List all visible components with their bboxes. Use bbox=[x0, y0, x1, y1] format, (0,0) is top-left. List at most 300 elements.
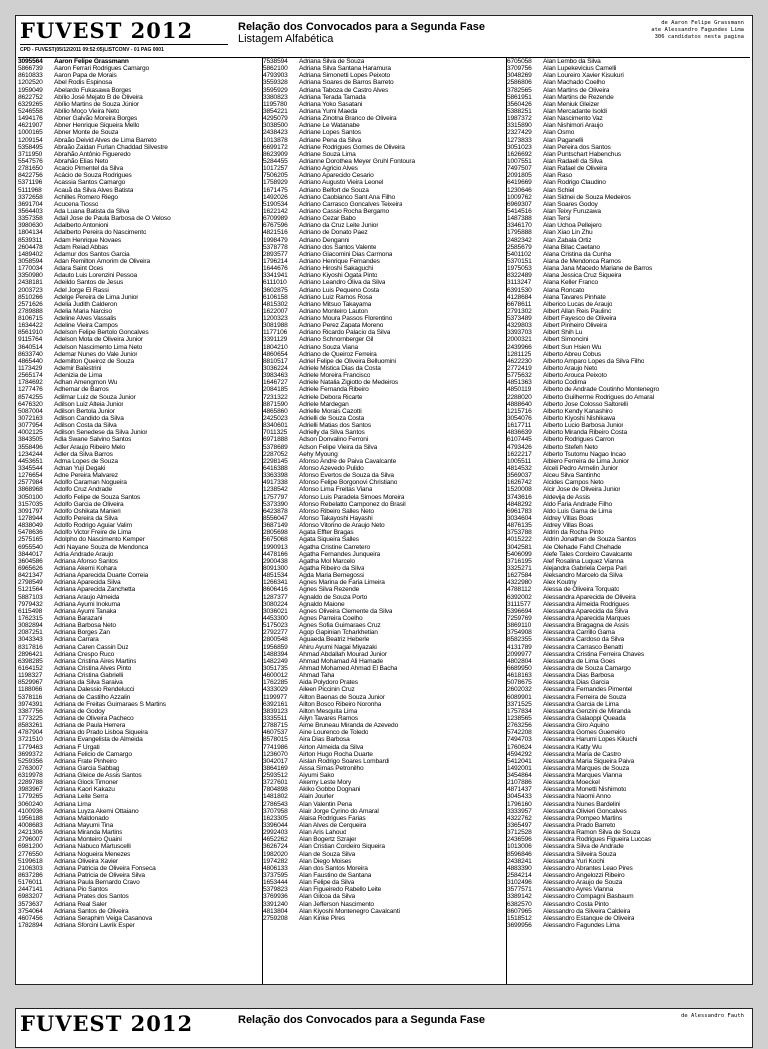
candidate-name: Alberto Abreu Cobus bbox=[543, 350, 601, 358]
candidate-code: 4607456 bbox=[18, 914, 43, 922]
candidate-code: 1266341 bbox=[263, 579, 288, 587]
candidate-name: Adenizia de Lima bbox=[54, 372, 103, 380]
page-title-next: Relação dos Convocados para a Segunda Fase bbox=[238, 1014, 485, 1026]
candidate-code: 1518512 bbox=[507, 914, 532, 922]
candidate-code: 6391530 bbox=[507, 286, 532, 294]
candidate-name: Alan Kiyoshi Montenegro Cavalcanti bbox=[299, 907, 400, 915]
candidate-name: Alan Felipe da Silva bbox=[299, 879, 355, 887]
candidate-code: 8539311 bbox=[18, 236, 43, 244]
list-item bbox=[263, 344, 507, 351]
list-item bbox=[507, 843, 751, 850]
list-item bbox=[18, 851, 262, 858]
candidate-code: 4865440 bbox=[18, 357, 43, 365]
candidate-code: 3051023 bbox=[507, 143, 532, 151]
candidate-name: Alan Meniuk Gleizer bbox=[543, 100, 600, 108]
candidate-code: 3558496 bbox=[18, 443, 43, 451]
candidate-name: Adan Remilton Amorim de Oliveira bbox=[54, 257, 150, 265]
candidate-name: Ahmad Taha bbox=[299, 672, 335, 680]
candidate-name: Alaisa Rodrigues Farias bbox=[299, 814, 366, 822]
candidate-name: Afonso Azevedo Pulido bbox=[299, 465, 364, 473]
list-item bbox=[18, 786, 262, 793]
list-item bbox=[263, 108, 507, 115]
candidate-name: Adriano Agricio Alves bbox=[299, 165, 358, 173]
list-item bbox=[263, 608, 507, 615]
candidate-name: Adriana Oliveira Xavier bbox=[54, 857, 118, 865]
candidate-code: 6419669 bbox=[507, 179, 532, 187]
list-item bbox=[263, 336, 507, 343]
candidate-code: 3054076 bbox=[507, 415, 532, 423]
candidate-code: 8421347 bbox=[18, 572, 43, 580]
list-item bbox=[18, 665, 262, 672]
candidate-code: 1982020 bbox=[263, 850, 288, 858]
page-title: Relação dos Convocados para a Segunda Fase bbox=[238, 21, 485, 33]
list-item bbox=[18, 729, 262, 736]
candidate-code: 1773225 bbox=[18, 714, 43, 722]
list-item bbox=[263, 858, 507, 865]
list-item bbox=[507, 415, 751, 422]
candidate-code: 6089901 bbox=[507, 693, 532, 701]
list-item bbox=[18, 322, 262, 329]
candidate-code: 6115498 bbox=[18, 607, 43, 615]
candidate-name: Adler Araujo Ribeiro Melo bbox=[54, 443, 126, 451]
candidate-code: 1956859 bbox=[263, 643, 288, 651]
list-column-3 bbox=[506, 58, 751, 984]
list-item bbox=[507, 244, 751, 251]
candidate-code: 5087004 bbox=[18, 407, 43, 415]
list-item bbox=[18, 215, 262, 222]
candidate-name: Alessandro Ayres Vianna bbox=[543, 886, 613, 894]
list-item bbox=[263, 222, 507, 229]
list-item bbox=[507, 722, 751, 729]
candidate-code: 6678611 bbox=[507, 300, 532, 308]
candidate-name: Alana Jana Macedo Mariane de Barros bbox=[543, 265, 653, 273]
candidate-name: Alceu Silva Santinho bbox=[543, 472, 601, 480]
candidate-code: 7538594 bbox=[263, 58, 288, 65]
list-item bbox=[263, 815, 507, 822]
list-item bbox=[263, 772, 507, 779]
candidate-code: 6111010 bbox=[263, 279, 287, 287]
report-code: CPD - FUVEST(05/12/2011 09:52:05)LISTCONV - 01 PAG 0001 bbox=[20, 47, 164, 53]
candidate-name: Adriana Cristina Gabrielli bbox=[54, 672, 124, 680]
candidate-code: 3769936 bbox=[263, 893, 288, 901]
candidate-name: Adelson Felipe Bertolo Goncalves bbox=[54, 329, 149, 337]
list-item bbox=[263, 301, 507, 308]
candidate-code: 5176011 bbox=[18, 879, 43, 887]
list-item bbox=[263, 694, 507, 701]
candidate-name: Adrianne Dorothea Meyer Gruhl Fontoura bbox=[299, 157, 415, 165]
candidate-name: Alessandra Cristina Ferreira Chaves bbox=[543, 650, 645, 658]
candidate-code: 1005511 bbox=[507, 457, 532, 465]
page-header bbox=[16, 16, 752, 56]
list-item bbox=[18, 187, 262, 194]
list-item bbox=[507, 508, 751, 515]
candidate-name: Adnan Yuji Degaki bbox=[54, 465, 106, 473]
candidate-code: 2287052 bbox=[263, 450, 288, 458]
list-item bbox=[263, 722, 507, 729]
candidate-name: Adriano Moura Passos Florentino bbox=[299, 315, 393, 323]
list-item bbox=[18, 865, 262, 872]
candidate-code: 4815302 bbox=[263, 300, 288, 308]
candidate-name: Abelardo Fukasawa Borges bbox=[54, 86, 132, 94]
list-item bbox=[18, 122, 262, 129]
candidate-code: 4888640 bbox=[507, 400, 532, 408]
list-item bbox=[263, 793, 507, 800]
candidate-name: Abner Henrique Siqueira Mello bbox=[54, 122, 140, 130]
candidate-name: Adriano Perez Zapata Moreno bbox=[299, 322, 384, 330]
candidate-name: Alan Raso bbox=[543, 172, 573, 180]
list-item bbox=[263, 893, 507, 900]
list-item bbox=[18, 58, 262, 65]
candidate-code: 4652262 bbox=[263, 836, 288, 844]
candidate-name: Afonso Evertos de Souza da Silva bbox=[299, 472, 394, 480]
candidate-code: 2571626 bbox=[18, 300, 43, 308]
candidate-name: Adriana Nogueira Menezes bbox=[54, 850, 131, 858]
candidate-code: 3350980 bbox=[18, 272, 43, 280]
candidate-name: Adriana Aparecida Zanchetta bbox=[54, 586, 135, 594]
candidate-code: 3699372 bbox=[18, 750, 43, 758]
candidate-name: Adriano Henrique Fernandes bbox=[299, 257, 380, 265]
candidate-name: Alan Bogertz Szrajer bbox=[299, 836, 357, 844]
candidate-name: Adriana de Castilho Azzalin bbox=[54, 693, 131, 701]
candidate-code: 3716195 bbox=[507, 557, 532, 565]
candidate-name: Agata Siqueira Salles bbox=[299, 536, 359, 544]
candidate-code: 8106715 bbox=[18, 315, 43, 323]
candidate-code: 3082894 bbox=[18, 622, 43, 630]
list-item bbox=[263, 444, 507, 451]
candidate-code: 4821516 bbox=[263, 229, 288, 237]
candidate-name: Alan de Souza Silva bbox=[299, 850, 356, 858]
candidate-name: Alan Cristian Cordeiro Siqueira bbox=[299, 843, 385, 851]
list-item bbox=[18, 886, 262, 893]
candidate-code: 6164152 bbox=[18, 664, 43, 672]
candidate-code: 6107445 bbox=[507, 436, 532, 444]
candidate-name: Alain Jourler bbox=[299, 793, 334, 801]
list-item bbox=[507, 179, 751, 186]
candidate-code: 1779265 bbox=[18, 793, 43, 801]
candidate-code: 3864169 bbox=[263, 764, 288, 772]
candidate-code: 1520008 bbox=[507, 486, 532, 494]
list-item bbox=[507, 329, 751, 336]
candidate-name: Adriano Luis Pequeno Costa bbox=[299, 286, 380, 294]
candidate-code: 3844017 bbox=[18, 550, 43, 558]
candidate-name: Afonso Luis Paradela Simoes Moreira bbox=[299, 493, 405, 501]
candidate-name: Ailton Bosco Ribeiro Noronha bbox=[299, 700, 382, 708]
candidate-name: Adail Jose de Paula Barbosa de O Veloso bbox=[54, 215, 171, 223]
list-item bbox=[263, 165, 507, 172]
candidate-code: 6106158 bbox=[263, 293, 288, 301]
candidate-name: Alberto Codima bbox=[543, 379, 587, 387]
candidate-name: Alana Roncato bbox=[543, 286, 585, 294]
candidate-name: Alair Jorge Cyrino do Amaral bbox=[299, 807, 379, 815]
list-item bbox=[507, 251, 751, 258]
candidate-name: Alberto Kiyoshi Nishikawa bbox=[543, 415, 616, 423]
candidate-code: 1758929 bbox=[263, 179, 288, 187]
candidate-code: 5284455 bbox=[263, 157, 288, 165]
candidate-name: Adilson Costa da Silva bbox=[54, 422, 117, 430]
candidate-code: 3081988 bbox=[263, 322, 288, 330]
candidate-name: Alan Jefferson Nascimento bbox=[299, 900, 374, 908]
candidate-name: Alessandra Aparecida Marques bbox=[543, 614, 631, 622]
candidate-name: Afonso Ribeiro Salles Neto bbox=[299, 507, 374, 515]
candidate-code: 3387756 bbox=[18, 707, 43, 715]
candidate-name: Abraão Zaidan Furlan Chaddad Silvestre bbox=[54, 143, 168, 151]
list-item bbox=[18, 115, 262, 122]
candidate-name: Adriana Silva de Souza bbox=[299, 58, 365, 65]
list-item bbox=[507, 865, 751, 872]
candidate-name: Aislan Rodrigo Soares Lombardi bbox=[299, 757, 390, 765]
list-item bbox=[507, 101, 751, 108]
candidate-name: Alessandra Genzini de Miranda bbox=[543, 707, 631, 715]
list-item bbox=[18, 565, 262, 572]
list-item bbox=[18, 793, 262, 800]
candidate-name: Aileen Piccinin Cruz bbox=[299, 686, 355, 694]
candidate-name: Alessandra Prado Barreto bbox=[543, 822, 616, 830]
list-item bbox=[263, 843, 507, 850]
candidate-name: Adriana Kaori Kakazu bbox=[54, 786, 115, 794]
list-item bbox=[263, 229, 507, 236]
candidate-code: 2800548 bbox=[263, 636, 288, 644]
list-item bbox=[263, 494, 507, 501]
candidate-name: Adriana Nabuco Martuscelli bbox=[54, 843, 131, 851]
candidate-code: 3072163 bbox=[18, 415, 43, 423]
candidate-name: Adrielli de Souza Costa bbox=[299, 415, 365, 423]
list-item bbox=[507, 529, 751, 536]
list-item bbox=[263, 144, 507, 151]
list-item bbox=[507, 258, 751, 265]
list-item bbox=[507, 137, 751, 144]
candidate-code: 2788715 bbox=[263, 722, 288, 730]
list-item bbox=[18, 536, 262, 543]
candidate-code: 3573637 bbox=[18, 900, 43, 908]
list-item bbox=[18, 294, 262, 301]
candidate-code: 5378116 bbox=[18, 693, 43, 701]
candidate-code: 6767596 bbox=[263, 222, 288, 230]
list-item bbox=[263, 151, 507, 158]
list-item bbox=[263, 72, 507, 79]
candidate-name: Alan Rafael de Oliveira bbox=[543, 165, 607, 173]
candidate-code: 8606416 bbox=[263, 586, 288, 594]
candidate-code: 1795888 bbox=[507, 229, 532, 237]
list-item bbox=[507, 558, 751, 565]
list-item bbox=[18, 87, 262, 94]
candidate-name: Adriano Denganni bbox=[299, 236, 350, 244]
list-item bbox=[507, 115, 751, 122]
candidate-code: 6329265 bbox=[18, 100, 43, 108]
candidate-name: Adolfo Pereira da Silva bbox=[54, 515, 118, 522]
candidate-name: Adriana Real Saler bbox=[54, 900, 107, 908]
list-item bbox=[263, 87, 507, 94]
candidate-code: 1200323 bbox=[263, 315, 288, 323]
candidate-code: 8510266 bbox=[18, 293, 43, 301]
candidate-code: 3983967 bbox=[18, 786, 43, 794]
list-item bbox=[18, 579, 262, 586]
list-item bbox=[18, 72, 262, 79]
candidate-code: 3345544 bbox=[18, 465, 43, 473]
candidate-code: 8091300 bbox=[263, 564, 288, 572]
candidate-code: 5378689 bbox=[263, 443, 288, 451]
candidate-name: Alessandro Compagni Basbaum bbox=[543, 893, 634, 901]
list-item bbox=[507, 615, 751, 622]
list-item bbox=[263, 408, 507, 415]
list-item bbox=[507, 594, 751, 601]
list-item bbox=[507, 901, 751, 908]
candidate-code: 1000165 bbox=[18, 129, 43, 137]
list-item bbox=[263, 415, 507, 422]
candidate-name: Alan Loureiro Xavier Kisukuri bbox=[543, 72, 624, 80]
candidate-name: Alan Sidnei de Souza Medeiros bbox=[543, 193, 631, 201]
candidate-code: 7497507 bbox=[507, 165, 532, 173]
candidate-code: 4814532 bbox=[507, 465, 532, 473]
candidate-code: 4478166 bbox=[263, 550, 288, 558]
candidate-code: 2796007 bbox=[18, 836, 43, 844]
list-item bbox=[18, 608, 262, 615]
candidate-code: 2896421 bbox=[18, 650, 43, 658]
candidate-name: Adilson Bertola Junior bbox=[54, 407, 115, 415]
candidate-code: 3691704 bbox=[18, 200, 43, 208]
candidate-name: Acucena Tiosso bbox=[54, 200, 99, 208]
list-item bbox=[18, 858, 262, 865]
list-item bbox=[18, 151, 262, 158]
list-item bbox=[18, 208, 262, 215]
candidate-name: Alana Tavares Pinhate bbox=[543, 293, 606, 301]
list-item bbox=[18, 144, 262, 151]
candidate-name: Alan Xiao Lin Zhu bbox=[543, 229, 593, 237]
list-item bbox=[507, 301, 751, 308]
candidate-code: 1760624 bbox=[507, 743, 532, 751]
candidate-name: Adriana Ayumi Tanaka bbox=[54, 607, 117, 615]
list-item bbox=[18, 329, 262, 336]
candidate-code: 1796214 bbox=[263, 257, 288, 265]
list-item bbox=[18, 736, 262, 743]
candidate-code: 1627584 bbox=[507, 572, 532, 580]
list-item bbox=[263, 679, 507, 686]
candidate-code: 5379823 bbox=[263, 886, 288, 894]
candidate-code: 3839123 bbox=[263, 707, 288, 715]
candidate-name: Alessandra Galaoppi Queada bbox=[543, 714, 626, 722]
candidate-name: Alan Nishimori Araujo bbox=[543, 122, 603, 130]
candidate-code: 5412041 bbox=[507, 757, 532, 765]
list-item bbox=[263, 779, 507, 786]
candidate-name: Adriana Carrara bbox=[54, 636, 99, 644]
list-item bbox=[18, 779, 262, 786]
candidate-code: 3036224 bbox=[263, 365, 288, 373]
candidate-code: 4917338 bbox=[263, 479, 288, 487]
list-item bbox=[263, 551, 507, 558]
candidate-name: Adne Pereira Malvarez bbox=[54, 472, 118, 480]
candidate-name: Alessandro Costa Pinto bbox=[543, 900, 609, 908]
candidate-name: Alessandra Bragagna de Assis bbox=[543, 622, 629, 630]
candidate-code: 2438241 bbox=[507, 857, 532, 865]
list-item bbox=[18, 351, 262, 358]
list-item bbox=[507, 536, 751, 543]
list-item bbox=[263, 594, 507, 601]
candidate-name: Adilmar Luiz de Souza Junior bbox=[54, 393, 136, 401]
list-item bbox=[263, 486, 507, 493]
candidate-name: Adolfo Caraman Nogueira bbox=[54, 479, 127, 487]
list-item bbox=[507, 622, 751, 629]
candidate-name: Adriano Monteiro Lauton bbox=[299, 307, 368, 315]
list-item bbox=[18, 551, 262, 558]
list-item bbox=[507, 915, 751, 922]
candidate-name: Adriana Akemi Kohara bbox=[54, 564, 117, 572]
candidate-name: Adma Lopes de Souza bbox=[54, 457, 118, 465]
candidate-name: Ale Olehade Fahd Chehade bbox=[543, 543, 622, 551]
list-item bbox=[263, 572, 507, 579]
list-item bbox=[263, 522, 507, 529]
candidate-name: Adriana Borges Zan bbox=[54, 629, 110, 637]
candidate-code: 3854221 bbox=[263, 107, 288, 115]
candidate-name: Aira Dias Barbosa bbox=[299, 736, 350, 744]
candidate-code: 2786543 bbox=[263, 800, 288, 808]
list-item bbox=[507, 544, 751, 551]
candidate-name: Adelson Mota de Oliveira Junior bbox=[54, 336, 143, 344]
list-item bbox=[507, 58, 751, 65]
candidate-name: Abner Galvão Moreira Borges bbox=[54, 115, 138, 123]
title-block bbox=[238, 21, 485, 45]
candidate-name: Adriano Kiyoshi Ogata Pinto bbox=[299, 272, 378, 280]
candidate-name: Abel Rodis Espinosa bbox=[54, 79, 112, 87]
candidate-name: Adamur dos Santos Garcia bbox=[54, 250, 130, 258]
list-item bbox=[507, 808, 751, 815]
candidate-name: Alan Lupekevicius Camelli bbox=[543, 65, 617, 73]
candidate-name: Alberto Rodrigues Carron bbox=[543, 436, 615, 444]
candidate-code: 1489402 bbox=[18, 250, 43, 258]
candidate-name: Adriana Barbosa Neto bbox=[54, 622, 116, 630]
list-item bbox=[507, 815, 751, 822]
list-item bbox=[507, 465, 751, 472]
list-item bbox=[507, 479, 751, 486]
candidate-name: Alessandra Garcia de Lima bbox=[543, 700, 619, 708]
list-item bbox=[263, 629, 507, 636]
list-item bbox=[18, 508, 262, 515]
list-item bbox=[18, 265, 262, 272]
candidate-name: Alessandra Yuri Kochi bbox=[543, 857, 605, 865]
candidate-code: 7979432 bbox=[18, 600, 43, 608]
candidate-code: 3091797 bbox=[18, 507, 43, 515]
list-item bbox=[507, 829, 751, 836]
candidate-code: 3782565 bbox=[507, 86, 532, 94]
candidate-name: Adalberto Antonioni bbox=[54, 222, 109, 230]
list-item bbox=[507, 644, 751, 651]
candidate-name: Agop Gapinian Tcharkhetian bbox=[299, 629, 378, 637]
candidate-name: Adriana Simonetti Lopes Peixoto bbox=[299, 72, 391, 80]
candidate-code: 6319978 bbox=[18, 772, 43, 780]
candidate-name: Alessandra Rodrigues Figueira Luccas bbox=[543, 836, 651, 844]
candidate-name: Alessandro Fagundes Lima bbox=[543, 922, 620, 930]
list-item bbox=[18, 636, 262, 643]
list-item bbox=[18, 594, 262, 601]
list-item bbox=[18, 908, 262, 915]
list-item bbox=[18, 436, 262, 443]
candidate-name: Alberico Lucas de Araujo bbox=[543, 300, 613, 308]
list-item bbox=[18, 893, 262, 900]
list-item bbox=[507, 494, 751, 501]
candidate-name: Alessandra Fernandes Pimentel bbox=[543, 686, 633, 694]
candidate-code: 2602032 bbox=[507, 686, 532, 694]
list-item bbox=[263, 808, 507, 815]
list-item bbox=[18, 772, 262, 779]
candidate-name: Alberto Guilherme Rodrigues do Amaral bbox=[543, 393, 654, 401]
candidate-code: 2425023 bbox=[263, 415, 288, 423]
candidate-code: 1238542 bbox=[263, 486, 288, 494]
list-item bbox=[263, 586, 507, 593]
candidate-code: 1013878 bbox=[263, 136, 288, 144]
candidate-code: 4793903 bbox=[263, 72, 288, 80]
list-item bbox=[507, 451, 751, 458]
list-item bbox=[507, 522, 751, 529]
fuvest-logo-next: FUVEST 2012 bbox=[20, 1011, 194, 1036]
candidate-name: Alan Puntschart Habenchus bbox=[543, 150, 621, 158]
